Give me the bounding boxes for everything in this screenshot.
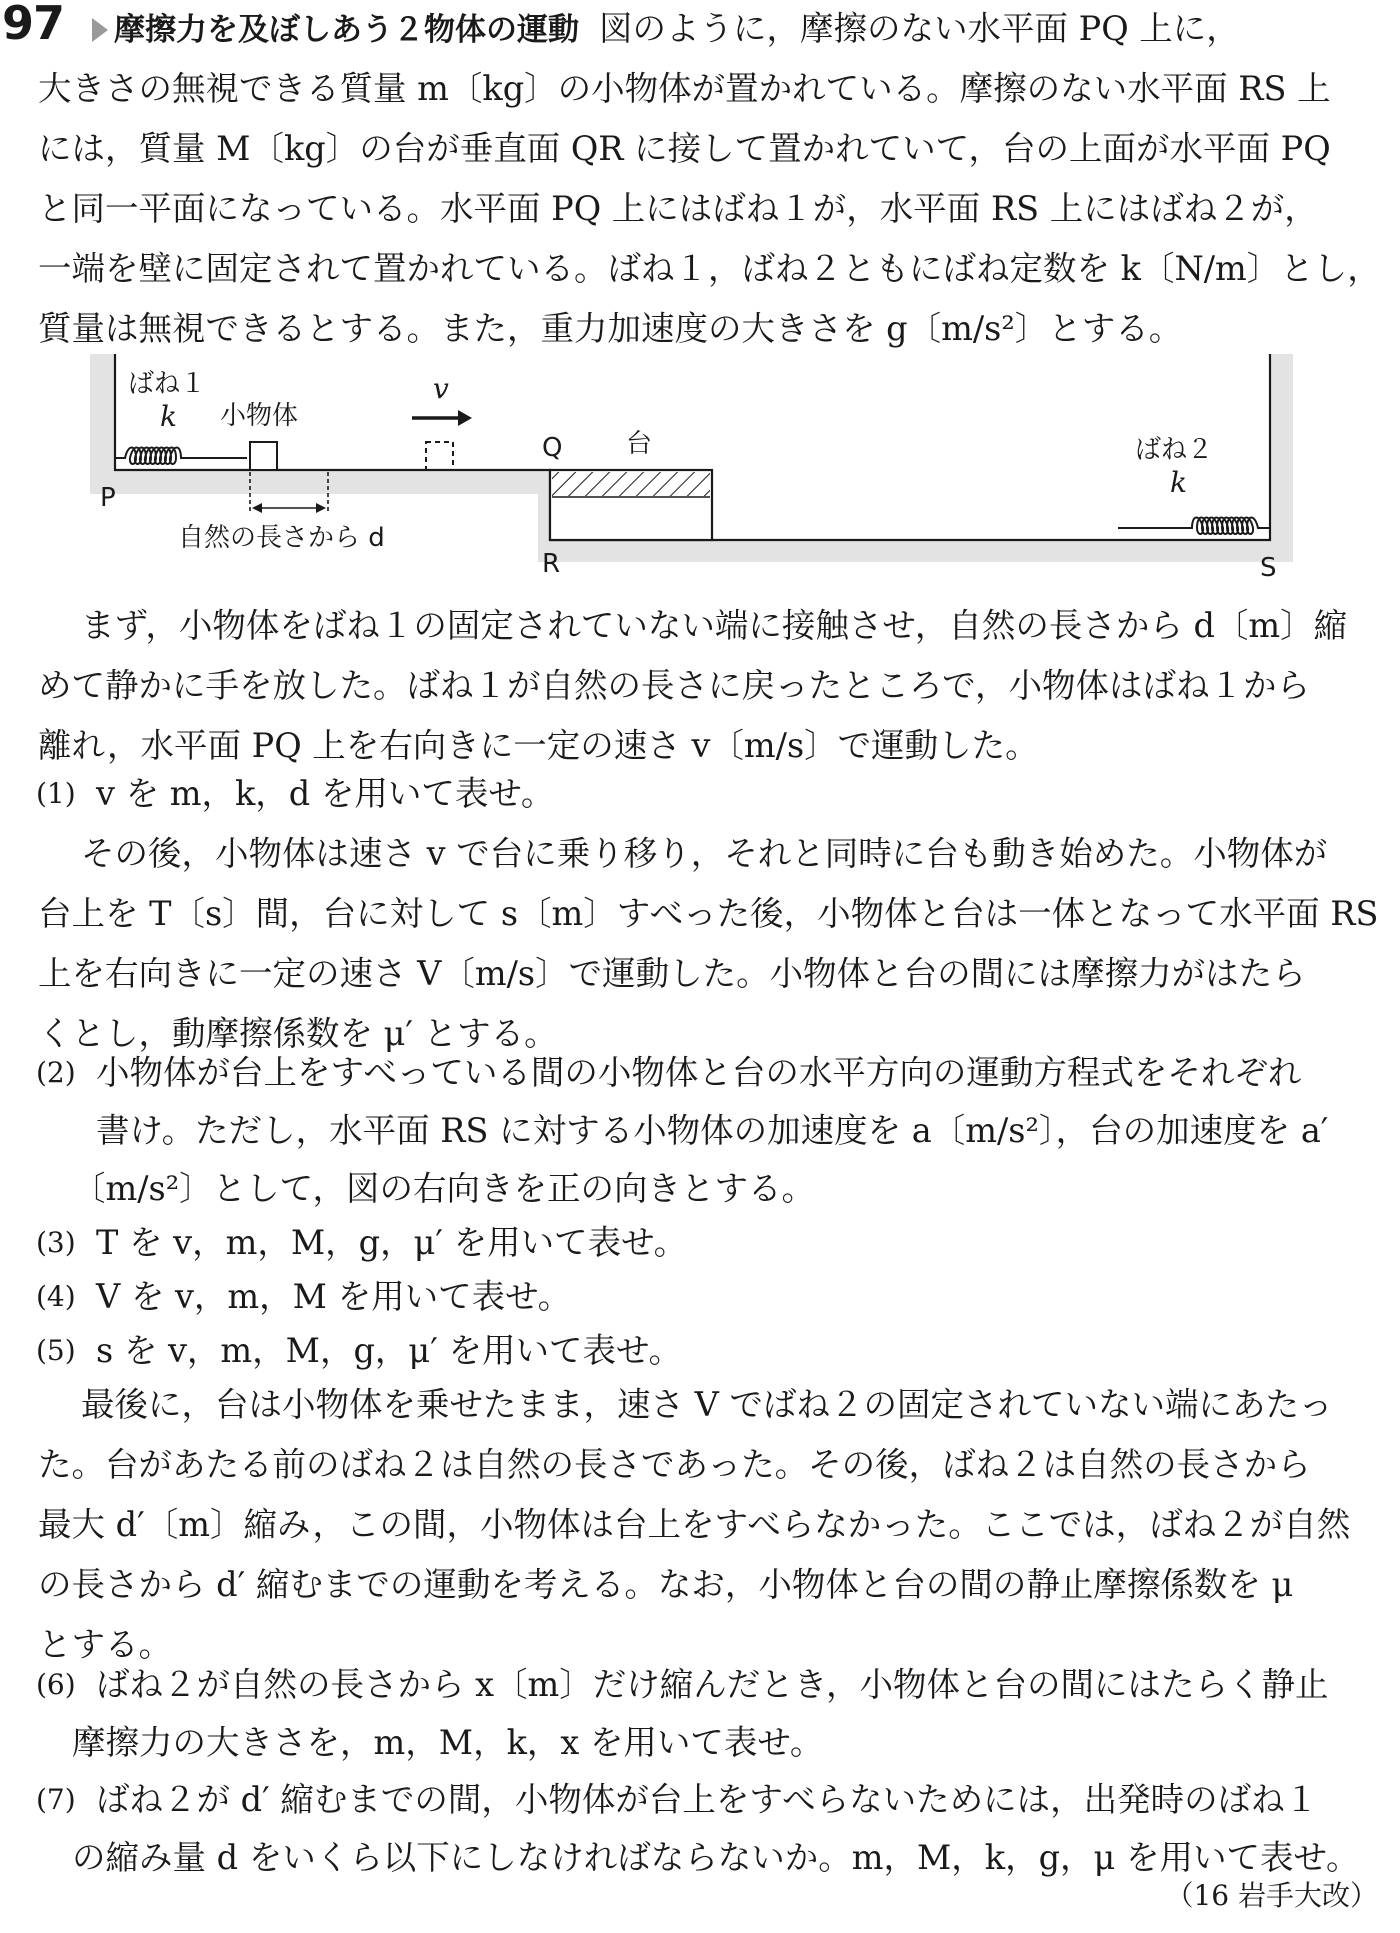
question-2-line: 〔m/s²〕として，図の右向きを正の向きとする。 bbox=[72, 1169, 816, 1208]
intro-line: 大きさの無視できる質量 m〔kg〕の小物体が置かれている。摩擦のない水平面 RS 上 bbox=[38, 69, 1331, 108]
question-7-label: (7) bbox=[36, 1783, 76, 1816]
part1-paragraph bbox=[38, 596, 1383, 776]
question-4-text: V を v，m，M を用いて表せ。 bbox=[96, 1277, 572, 1316]
part3-line: の長さから d′ 縮むまでの運動を考える。なお，小物体と台の間の静止摩擦係数を μ bbox=[38, 1565, 1294, 1604]
apparatus-figure bbox=[90, 346, 1305, 591]
question-6-label: (6) bbox=[36, 1668, 76, 1701]
question-3-label: (3) bbox=[36, 1226, 76, 1259]
part1-line: めて静かに手を放した。ばね１が自然の長さに戻ったところで，小物体はばね１から bbox=[38, 666, 1310, 705]
part3-line: た。台があたる前のばね２は自然の長さであった。その後，ばね２は自然の長さから bbox=[38, 1445, 1311, 1484]
question-2-label: (2) bbox=[36, 1056, 76, 1089]
source-citation: （16 岩手大改） bbox=[1165, 1879, 1378, 1912]
intro-line: 質量は無視できるとする。また，重力加速度の大きさを g〔m/s²〕とする。 bbox=[38, 309, 1183, 348]
part1-line: まず，小物体をばね１の固定されていない端に接触させ，自然の長さから d〔m〕縮 bbox=[81, 606, 1348, 645]
velocity-label: v bbox=[433, 372, 449, 405]
velocity-arrow-head bbox=[458, 410, 472, 426]
question-4-label: (4) bbox=[36, 1280, 76, 1313]
floor-lower bbox=[538, 540, 1293, 562]
question-7-line: ばね２が d′ 縮むまでの間，小物体が台上をすべらないためには，出発時のばね１ bbox=[96, 1780, 1319, 1819]
wall-right bbox=[1270, 354, 1293, 562]
intro-line: 図のように，摩擦のない水平面 PQ 上に， bbox=[599, 9, 1240, 48]
problem-number: 97 bbox=[2, 0, 65, 50]
point-s-label: S bbox=[1260, 553, 1277, 583]
part3-paragraph bbox=[38, 1375, 1383, 1675]
compression-arrow-head-left bbox=[252, 503, 262, 513]
compression-label: 自然の長さから d bbox=[178, 523, 385, 553]
spring-1-label: ばね１ bbox=[128, 369, 207, 399]
problem-title: 摩擦力を及ぼしあう２物体の運動 bbox=[114, 12, 579, 48]
question-3-text: T を v，m，M，g，μ′ を用いて表せ。 bbox=[96, 1223, 688, 1262]
question-2-line: 小物体が台上をすべっている間の小物体と台の水平方向の運動方程式をそれぞれ bbox=[96, 1053, 1302, 1092]
intro-line: 一端を壁に固定されて置かれている。ばね１，ばね２ともにばね定数を k〔N/m〕とし， bbox=[38, 249, 1381, 288]
small-object-label: 小物体 bbox=[220, 401, 299, 431]
spring-1-constant: k bbox=[160, 400, 177, 433]
triangle-marker-icon bbox=[92, 18, 108, 42]
stand-label: 台 bbox=[626, 429, 653, 459]
compression-arrow-head-right bbox=[316, 503, 326, 513]
part2-line: 台上を T〔s〕間，台に対して s〔m〕すべった後，小物体と台は一体となって水平面 RS bbox=[38, 894, 1379, 933]
intro-paragraph bbox=[38, 59, 1383, 359]
part3-line: とする。 bbox=[38, 1625, 172, 1664]
question-6-line: ばね２が自然の長さから x〔m〕だけ縮んだとき，小物体と台の間にはたらく静止 bbox=[96, 1665, 1329, 1704]
question-1-text: v を m，k，d を用いて表せ。 bbox=[96, 774, 555, 813]
question-5-label: (5) bbox=[36, 1334, 76, 1367]
question-7-line: の縮み量 d をいくら以下にしなければならないか。m，M，k，g，μ を用いて表せ。 bbox=[72, 1838, 1360, 1877]
part3-line: 最後に，台は小物体を乗せたまま，速さ V でばね２の固定されていない端にあたっ bbox=[81, 1385, 1333, 1424]
question-5-text: s を v，m，M，g，μ′ を用いて表せ。 bbox=[96, 1331, 682, 1370]
part2-line: 上を右向きに一定の速さ V〔m/s〕で運動した。小物体と台の間には摩擦力がはたら bbox=[38, 954, 1306, 993]
spring-2 bbox=[1118, 518, 1270, 535]
question-2-line: 書け。ただし，水平面 RS に対する小物体の加速度を a〔m/s²〕，台の加速度を a′ bbox=[96, 1111, 1329, 1150]
part2-line: その後，小物体は速さ v で台に乗り移り，それと同時に台も動き始めた。小物体が bbox=[81, 834, 1328, 873]
small-object bbox=[250, 442, 277, 470]
question-6-line: 摩擦力の大きさを，m，M，k，x を用いて表せ。 bbox=[72, 1723, 824, 1762]
part2-paragraph bbox=[38, 824, 1383, 1064]
spring-1 bbox=[115, 448, 247, 465]
stand-hatch bbox=[552, 472, 710, 496]
point-r-label: R bbox=[542, 549, 561, 579]
spring-2-label: ばね２ bbox=[1135, 435, 1214, 465]
spring-2-constant: k bbox=[1170, 466, 1187, 499]
intro-line: と同一平面になっている。水平面 PQ 上にはばね１が，水平面 RS 上にはばね２が， bbox=[38, 189, 1318, 228]
floor-upper bbox=[90, 470, 538, 494]
point-p-label: P bbox=[100, 483, 116, 513]
wall-left bbox=[90, 354, 115, 470]
part2-line: くとし，動摩擦係数を μ′ とする。 bbox=[38, 1014, 558, 1053]
intro-line: には，質量 M〔kg〕の台が垂直面 QR に接して置かれていて，台の上面が水平面 PQ bbox=[38, 129, 1331, 168]
small-object-moving bbox=[426, 442, 453, 470]
question-1-label: (1) bbox=[36, 777, 76, 810]
problem-header bbox=[92, 0, 1392, 59]
point-q-label: Q bbox=[542, 433, 563, 463]
part3-line: 最大 d′〔m〕縮み，この間，小物体は台上をすべらなかった。ここでは，ばね２が自然 bbox=[38, 1505, 1351, 1544]
part1-line: 離れ，水平面 PQ 上を右向きに一定の速さ v〔m/s〕で運動した。 bbox=[38, 726, 1039, 765]
